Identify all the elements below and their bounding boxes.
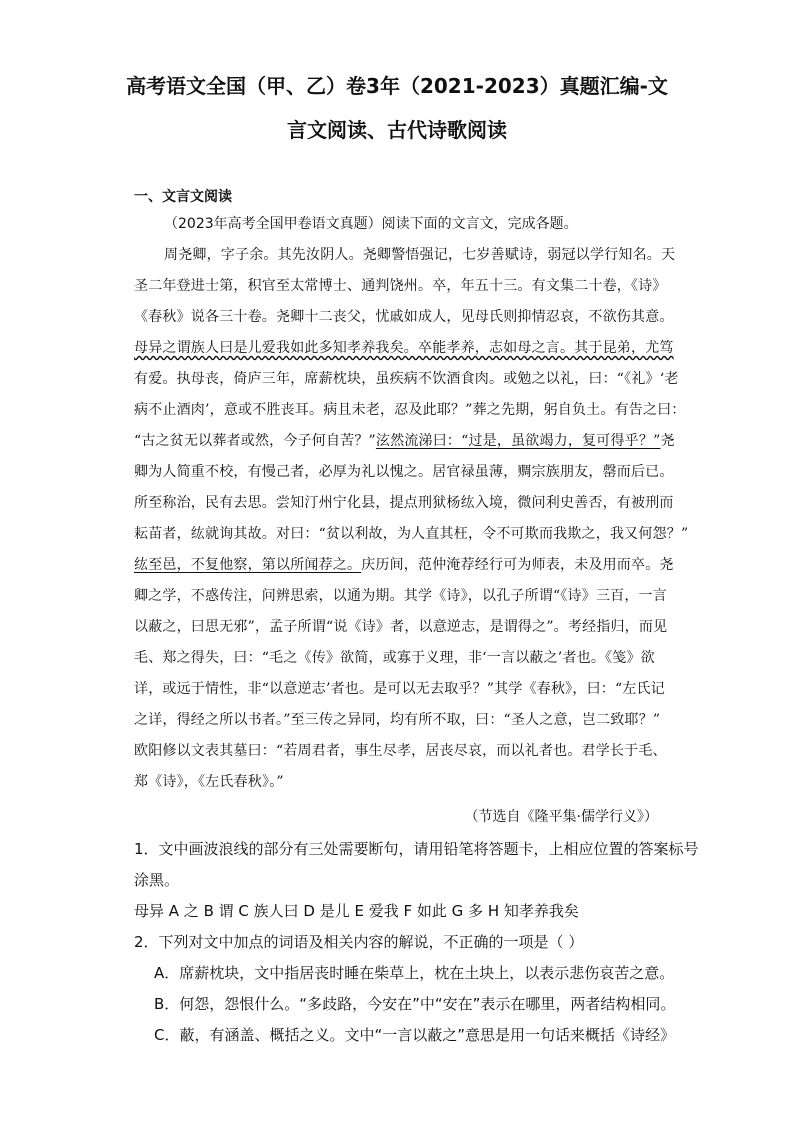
- question-2-option-b: B．何怨，怨恨什么。“多歧路，今安在”中“安在”表示在哪里，两者结构相同。: [154, 995, 676, 1013]
- passage-line: 有爱。执母丧，倚庐三年，席薪枕块，虽疾病不饮酒食肉。或勉之以礼，曰：“《礼》‘老: [134, 371, 679, 387]
- question-1-stem: 1．文中画波浪线的部分有三处需要断句，请用铅笔将答题卡，上相应位置的答案标号: [134, 840, 699, 858]
- question-1-options: 母异 A 之 B 谓 C 族人曰 D 是儿 E 爱我 F 如此 G 多 H 知孝养我矣: [134, 902, 579, 920]
- passage-line: 所至称治，民有去思。尝知汀州宁化县，提点刑狱杨纮入境，微问利史善否，有被刑而: [134, 495, 674, 511]
- passage-line: [134, 554, 674, 574]
- passage-intro: （2023年高考全国甲卷语文真题）阅读下面的文言文，完成各题。: [164, 216, 578, 232]
- passage-line: 病不止酒肉’，意或不胜丧耳。病且未老，忍及此耶？”葬之先期，躬自负土。有告之曰：: [134, 402, 686, 418]
- passage-source: （节选自《隆平集·儒学行义》）: [464, 809, 658, 825]
- passage-line: 之详，得经之所以书者。”至三传之异同，均有所不取，曰：“圣人之意，岂二致耶？”: [134, 712, 661, 728]
- question-1-stem-continued: 涂黑。: [134, 871, 180, 889]
- document-title-line2: 言文阅读、古代诗歌阅读: [287, 118, 507, 142]
- passage-line: 详，或远于情性，非“以意逆志’者也。是可以无去取乎？”其学《春秋》，曰：“左氏记: [134, 681, 665, 697]
- passage-line: 毛、郑之得失，曰：“毛之《传》欲简，或寡于义理，非‘一言以蔽之’者也。《笺》欲: [134, 650, 655, 666]
- passage-line: 《春秋》说各三十卷。尧卿十二丧父，忧戚如成人，见母氏则抑情忍哀，不欲伤其意。: [134, 309, 674, 325]
- question-2-option-c: C．蔽，有涵盖、概括之义。文中“一言以蔽之”意思是用一句话来概括《诗经》: [154, 1026, 676, 1044]
- underlined-sentence: 泫然流涕曰：“过是，虽欲竭力，复可得乎？”: [375, 433, 661, 449]
- passage-line: [134, 337, 674, 357]
- question-2-stem: 2．下列对文中加点的词语及相关内容的解说，不正确的一项是（ ）: [134, 933, 584, 951]
- document-title-line1: 高考语文全国（甲、乙）卷3年（2021-2023）真题汇编-文: [126, 74, 668, 98]
- passage-line: [134, 430, 675, 450]
- section-heading: 一、文言文阅读: [134, 189, 232, 205]
- passage-line: 郑《诗》，《左氏春秋》。”: [134, 774, 284, 790]
- question-2-option-a: A．席薪枕块，文中指居丧时睡在柴草上，枕在土块上，以表示悲伤哀苦之意。: [154, 964, 675, 982]
- passage-line: 欧阳修以文表其墓曰：“若周君者，事生尽孝，居丧尽哀，而以礼者也。君学长于毛、: [134, 743, 667, 759]
- passage-line: 圣二年登进士第，积官至太常博士、通判饶州。卒，年五十三。有文集二十卷，《诗》: [134, 278, 667, 294]
- underlined-sentence: 纮至邑，不复他察，第以所闻荐之。: [134, 557, 362, 573]
- passage-line: 耘苗者，纮就询其故。对曰：“贫以利故，为人直其枉，令不可欺而我欺之，我又何怨？”: [134, 526, 689, 542]
- passage-text: “古之贫无以葬者或然，今子何自苦？”: [134, 433, 376, 449]
- passage-text: 尧: [660, 433, 675, 449]
- passage-line: 卿为人简重不校，有慢己者，必厚为礼以愧之。居官禄虽薄，赒宗族朋友，罄而后已。: [134, 464, 674, 480]
- passage-line: 以蔽之，曰思无邪”，孟子所谓“说《诗》者，以意逆志，是谓得之”。考经指归，而见: [134, 619, 668, 635]
- passage-text: 庆历间，范仲淹荐经行可为师表，未及用而卒。尧: [361, 557, 674, 573]
- wavy-underlined-text: 母异之谓族人曰是儿爱我如此多知孝养我矣。卒能孝养，志如母之言。其于昆弟，尤笃: [134, 340, 674, 356]
- passage-line: 周尧卿，字子余。其先汝阴人。尧卿警悟强记，七岁善赋诗，弱冠以学行知名。天: [164, 247, 676, 263]
- passage-line: 卿之学，不惑传注，问辨思索，以通为期。其学《诗》，以孔子所谓“《诗》三百，一言: [134, 588, 667, 604]
